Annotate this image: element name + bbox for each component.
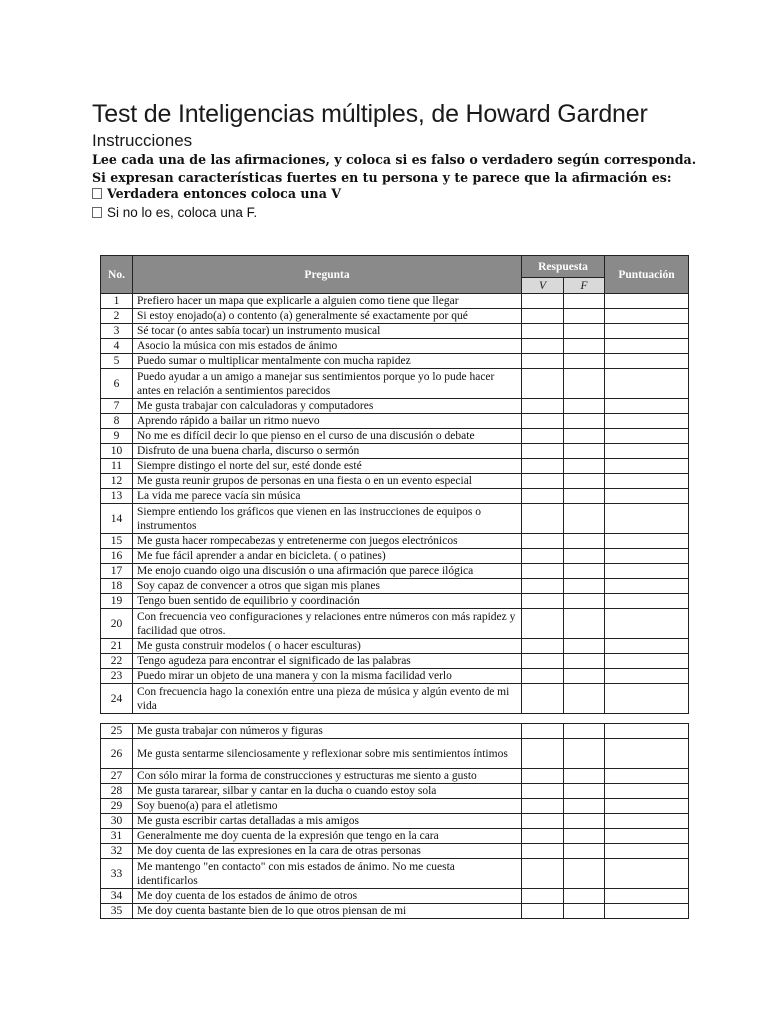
score-cell[interactable] [605,769,689,784]
table-row [101,829,689,844]
answer-f-cell[interactable] [564,739,605,769]
answer-v-cell[interactable] [522,594,564,609]
question-number: 32 [101,844,133,859]
question-text: Disfruto de una buena charla, discurso o sermón [133,444,522,459]
question-number: 18 [101,579,133,594]
question-number: 13 [101,489,133,504]
option-true-item [92,186,341,202]
answer-f-cell[interactable] [564,489,605,504]
instruction-line-1: Lee cada una de las afirmaciones, y coloca si es falso o verdadero según corresponda. [92,152,697,167]
table-row [101,399,689,414]
table-row [101,859,689,889]
question-text: No me es difícil decir lo que pienso en el curso de una discusión o debate [133,429,522,444]
table-row [101,739,689,769]
score-cell[interactable] [605,829,689,844]
question-text: Me doy cuenta de los estados de ánimo de otros [133,889,522,904]
table-row [101,309,689,324]
page-title: Test de Inteligencias múltiples, de Howard Gardner [92,100,648,128]
score-cell[interactable] [605,784,689,799]
answer-v-cell[interactable] [522,414,564,429]
question-text: Me gusta hacer rompecabezas y entretenerme con juegos electrónicos [133,534,522,549]
answer-v-cell[interactable] [522,339,564,354]
table-row [101,534,689,549]
question-text: Me mantengo "en contacto" con mis estados de ánimo. No me cuesta identificarlos [133,859,522,889]
column-header-f: F [564,278,605,294]
question-text: Generalmente me doy cuenta de la expresión que tengo en la cara [133,829,522,844]
score-cell[interactable] [605,844,689,859]
answer-f-cell[interactable] [564,814,605,829]
answer-f-cell[interactable] [564,784,605,799]
answer-f-cell[interactable] [564,414,605,429]
table-row [101,414,689,429]
answer-v-cell[interactable] [522,684,564,714]
question-number: 4 [101,339,133,354]
answer-v-cell[interactable] [522,459,564,474]
score-cell[interactable] [605,414,689,429]
question-number: 29 [101,799,133,814]
answer-v-cell[interactable] [522,489,564,504]
question-number: 5 [101,354,133,369]
answer-f-cell[interactable] [564,354,605,369]
answer-f-cell[interactable] [564,444,605,459]
answer-f-cell[interactable] [564,294,605,309]
score-cell[interactable] [605,724,689,739]
option-false-item [92,205,257,221]
question-number: 3 [101,324,133,339]
table-row [101,904,689,919]
score-cell[interactable] [605,814,689,829]
question-number: 21 [101,639,133,654]
answer-v-cell[interactable] [522,294,564,309]
score-cell[interactable] [605,564,689,579]
question-number: 23 [101,669,133,684]
question-text: Sé tocar (o antes sabía tocar) un instrumento musical [133,324,522,339]
answer-f-cell[interactable] [564,339,605,354]
instructions-heading: Instrucciones [92,131,193,150]
score-cell[interactable] [605,444,689,459]
table-row [101,339,689,354]
score-cell[interactable] [605,889,689,904]
answer-v-cell[interactable] [522,369,564,399]
score-cell[interactable] [605,739,689,769]
bullet-box-icon [92,207,102,218]
score-cell[interactable] [605,594,689,609]
answer-f-cell[interactable] [564,859,605,889]
questions-table-1 [100,255,689,714]
answer-f-cell[interactable] [564,609,605,639]
answer-v-cell[interactable] [522,639,564,654]
question-text: Me gusta trabajar con números y figuras [133,724,522,739]
table-row [101,784,689,799]
instruction-line-2: Si expresan características fuertes en tu persona y te parece que la afirmación es: [92,170,672,185]
answer-f-cell[interactable] [564,369,605,399]
answer-v-cell[interactable] [522,739,564,769]
question-text: Con frecuencia veo configuraciones y relaciones entre números con más rapidez y facilidad que otros. [133,609,522,639]
score-cell[interactable] [605,489,689,504]
table-row [101,489,689,504]
score-cell[interactable] [605,504,689,534]
table-row [101,654,689,669]
column-header-v: V [522,278,564,294]
option-true-text: Verdadera entonces coloca una V [107,186,342,201]
answer-f-cell[interactable] [564,549,605,564]
table-row [101,769,689,784]
questions-table-2 [100,723,689,919]
score-cell[interactable] [605,904,689,919]
table-row [101,294,689,309]
answer-f-cell[interactable] [564,684,605,714]
question-text: Me gusta sentarme silenciosamente y reflexionar sobre mis sentimientos íntimos [133,739,522,769]
table-row [101,369,689,399]
question-number: 22 [101,654,133,669]
answer-f-cell[interactable] [564,309,605,324]
answer-v-cell[interactable] [522,309,564,324]
question-number: 7 [101,399,133,414]
question-number: 15 [101,534,133,549]
table-row [101,669,689,684]
column-header-answer: Respuesta [522,256,605,278]
question-text: Me gusta tararear, silbar y cantar en la ducha o cuando estoy sola [133,784,522,799]
question-number: 8 [101,414,133,429]
score-cell[interactable] [605,399,689,414]
question-text: Soy bueno(a) para el atletismo [133,799,522,814]
question-text: Me gusta reunir grupos de personas en una fiesta o en un evento especial [133,474,522,489]
answer-v-cell[interactable] [522,724,564,739]
answer-v-cell[interactable] [522,904,564,919]
question-number: 2 [101,309,133,324]
score-cell[interactable] [605,459,689,474]
table-row [101,444,689,459]
answer-f-cell[interactable] [564,844,605,859]
answer-f-cell[interactable] [564,799,605,814]
answer-f-cell[interactable] [564,654,605,669]
question-number: 6 [101,369,133,399]
answer-v-cell[interactable] [522,814,564,829]
question-text: Tengo agudeza para encontrar el significado de las palabras [133,654,522,669]
score-cell[interactable] [605,669,689,684]
table-row [101,324,689,339]
answer-v-cell[interactable] [522,769,564,784]
score-cell[interactable] [605,609,689,639]
bullet-box-icon [92,188,102,199]
answer-f-cell[interactable] [564,904,605,919]
question-number: 26 [101,739,133,769]
score-cell[interactable] [605,859,689,889]
answer-v-cell[interactable] [522,579,564,594]
answer-f-cell[interactable] [564,564,605,579]
question-text: Siempre distingo el norte del sur, esté donde esté [133,459,522,474]
question-number: 16 [101,549,133,564]
column-header-score: Puntuación [605,256,689,294]
question-text: Puedo sumar o multiplicar mentalmente con mucha rapidez [133,354,522,369]
answer-f-cell[interactable] [564,504,605,534]
score-cell[interactable] [605,579,689,594]
answer-f-cell[interactable] [564,399,605,414]
answer-f-cell[interactable] [564,639,605,654]
question-number: 14 [101,504,133,534]
question-text: Con sólo mirar la forma de construcciones y estructuras me siento a gusto [133,769,522,784]
table-row [101,889,689,904]
answer-v-cell[interactable] [522,669,564,684]
answer-v-cell[interactable] [522,859,564,889]
question-text: Puedo ayudar a un amigo a manejar sus sentimientos porque yo lo pude hacer antes en relación a sentimientos parecidos [133,369,522,399]
answer-f-cell[interactable] [564,889,605,904]
score-cell[interactable] [605,684,689,714]
answer-f-cell[interactable] [564,594,605,609]
question-number: 12 [101,474,133,489]
answer-v-cell[interactable] [522,399,564,414]
question-number: 10 [101,444,133,459]
table-row [101,814,689,829]
answer-v-cell[interactable] [522,829,564,844]
question-number: 30 [101,814,133,829]
score-cell[interactable] [605,324,689,339]
answer-v-cell[interactable] [522,844,564,859]
answer-v-cell[interactable] [522,429,564,444]
table-row [101,594,689,609]
answer-v-cell[interactable] [522,474,564,489]
question-number: 17 [101,564,133,579]
question-number: 24 [101,684,133,714]
answer-v-cell[interactable] [522,609,564,639]
question-number: 35 [101,904,133,919]
table-row [101,799,689,814]
question-text: La vida me parece vacía sin música [133,489,522,504]
question-text: Con frecuencia hago la conexión entre una pieza de música y algún evento de mi vida [133,684,522,714]
table-row [101,609,689,639]
table-row [101,354,689,369]
question-number: 34 [101,889,133,904]
answer-v-cell[interactable] [522,444,564,459]
question-number: 11 [101,459,133,474]
question-text: Me gusta construir modelos ( o hacer esculturas) [133,639,522,654]
table-row [101,549,689,564]
answer-f-cell[interactable] [564,579,605,594]
answer-f-cell[interactable] [564,459,605,474]
answer-v-cell[interactable] [522,534,564,549]
answer-f-cell[interactable] [564,669,605,684]
score-cell[interactable] [605,369,689,399]
answer-v-cell[interactable] [522,564,564,579]
question-number: 33 [101,859,133,889]
question-text: Me doy cuenta de las expresiones en la cara de otras personas [133,844,522,859]
score-cell[interactable] [605,549,689,564]
table-row [101,844,689,859]
table-row [101,639,689,654]
score-cell[interactable] [605,474,689,489]
score-cell[interactable] [605,354,689,369]
answer-f-cell[interactable] [564,829,605,844]
answer-f-cell[interactable] [564,474,605,489]
answer-v-cell[interactable] [522,324,564,339]
table-row [101,429,689,444]
question-number: 19 [101,594,133,609]
question-text: Me enojo cuando oigo una discusión o una afirmación que parece ilógica [133,564,522,579]
question-number: 28 [101,784,133,799]
question-text: Me fue fácil aprender a andar en bicicleta. ( o patines) [133,549,522,564]
answer-f-cell[interactable] [564,534,605,549]
question-text: Aprendo rápido a bailar un ritmo nuevo [133,414,522,429]
answer-v-cell[interactable] [522,549,564,564]
column-header-no: No. [101,256,133,294]
score-cell[interactable] [605,294,689,309]
answer-f-cell[interactable] [564,724,605,739]
question-text: Tengo buen sentido de equilibrio y coordinación [133,594,522,609]
table-row [101,724,689,739]
question-text: Asocio la música con mis estados de ánimo [133,339,522,354]
answer-v-cell[interactable] [522,504,564,534]
question-text: Puedo mirar un objeto de una manera y con la misma facilidad verlo [133,669,522,684]
question-text: Siempre entiendo los gráficos que vienen en las instrucciones de equipos o instrumentos [133,504,522,534]
question-text: Si estoy enojado(a) o contento (a) generalmente sé exactamente por qué [133,309,522,324]
question-number: 9 [101,429,133,444]
score-cell[interactable] [605,534,689,549]
question-text: Prefiero hacer un mapa que explicarle a alguien como tiene que llegar [133,294,522,309]
table-row [101,504,689,534]
question-text: Me gusta escribir cartas detalladas a mis amigos [133,814,522,829]
question-number: 27 [101,769,133,784]
score-cell[interactable] [605,639,689,654]
score-cell[interactable] [605,429,689,444]
table-row [101,684,689,714]
answer-v-cell[interactable] [522,799,564,814]
question-text: Me gusta trabajar con calculadoras y computadores [133,399,522,414]
question-number: 1 [101,294,133,309]
question-number: 20 [101,609,133,639]
answer-v-cell[interactable] [522,354,564,369]
answer-f-cell[interactable] [564,324,605,339]
answer-v-cell[interactable] [522,784,564,799]
table-row [101,474,689,489]
score-cell[interactable] [605,654,689,669]
score-cell[interactable] [605,339,689,354]
score-cell[interactable] [605,309,689,324]
question-text: Me doy cuenta bastante bien de lo que otros piensan de mi [133,904,522,919]
answer-v-cell[interactable] [522,889,564,904]
column-header-question: Pregunta [133,256,522,294]
table-row [101,564,689,579]
question-number: 25 [101,724,133,739]
table-row [101,459,689,474]
answer-f-cell[interactable] [564,429,605,444]
table-row [101,579,689,594]
answer-v-cell[interactable] [522,654,564,669]
question-number: 31 [101,829,133,844]
question-text: Soy capaz de convencer a otros que sigan mis planes [133,579,522,594]
answer-f-cell[interactable] [564,769,605,784]
score-cell[interactable] [605,799,689,814]
option-false-text: Si no lo es, coloca una F. [107,205,258,220]
